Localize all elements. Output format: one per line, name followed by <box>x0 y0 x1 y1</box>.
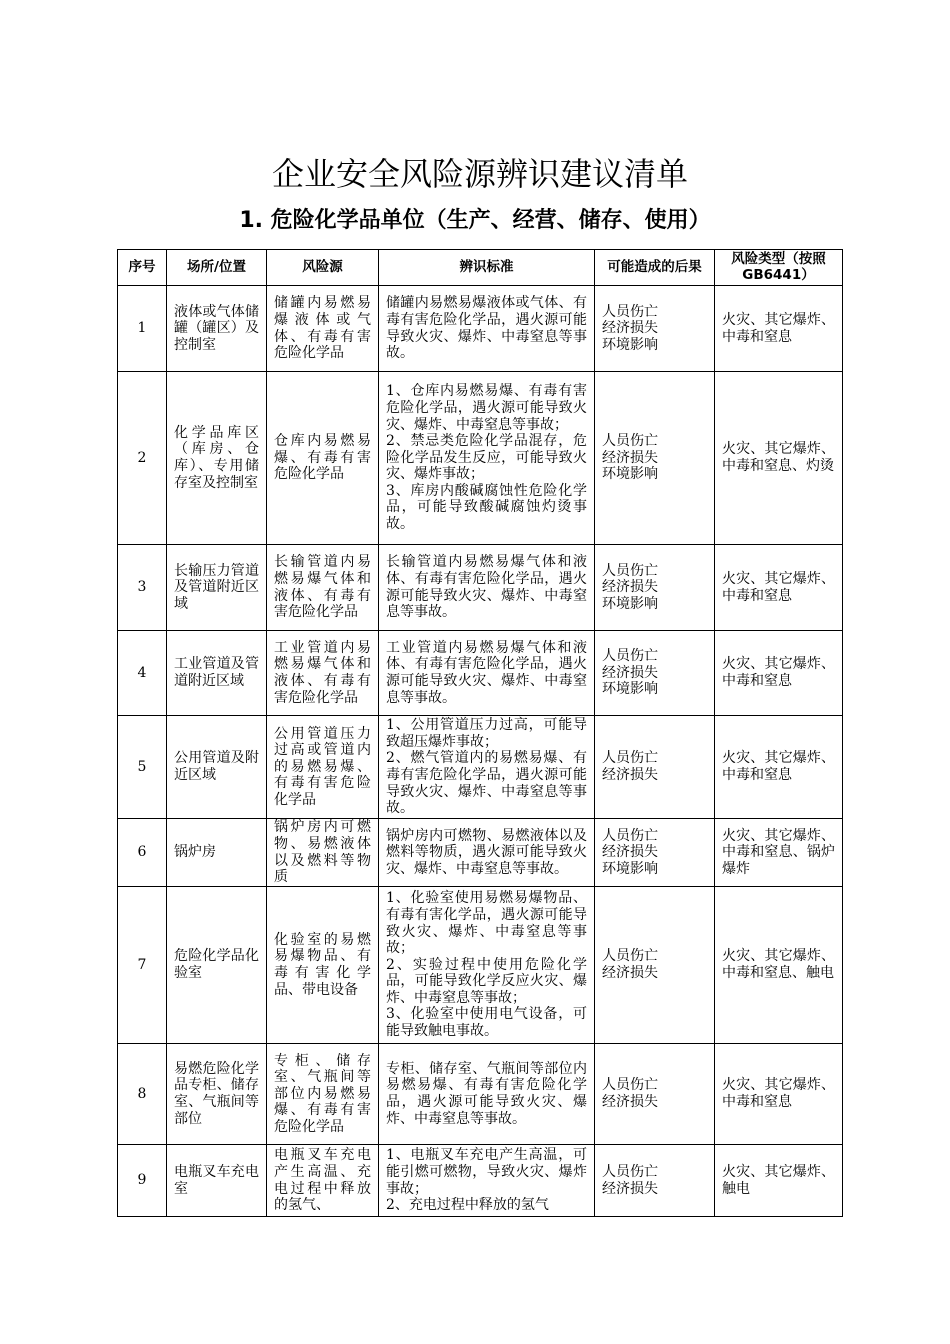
cell-place: 工业管道及管道附近区域 <box>167 631 267 716</box>
cell-no: 2 <box>118 372 167 545</box>
table-row <box>118 372 843 545</box>
table-row <box>118 716 843 819</box>
cell-consequence: 人员伤亡 经济损失 <box>595 1044 715 1145</box>
table-row <box>118 819 843 887</box>
cell-place: 液体或气体储罐（罐区）及控制室 <box>167 286 267 372</box>
cell-no: 4 <box>118 631 167 716</box>
cell-consequence: 人员伤亡 经济损失 <box>595 887 715 1044</box>
table-body <box>118 286 843 1217</box>
cell-source: 锅炉房内可燃物、易燃液体以及燃料等物质 <box>267 819 379 887</box>
table-header-row <box>118 250 843 286</box>
cell-no: 1 <box>118 286 167 372</box>
table-row <box>118 1145 843 1217</box>
cell-type: 火灾、其它爆炸、中毒和窒息 <box>715 286 843 372</box>
cell-source: 化验室的易燃易爆物品、有毒有害化学品、带电设备 <box>267 887 379 1044</box>
cell-no: 9 <box>118 1145 167 1217</box>
table-row <box>118 887 843 1044</box>
cell-no: 6 <box>118 819 167 887</box>
cell-type: 火灾、其它爆炸、中毒和窒息、锅炉爆炸 <box>715 819 843 887</box>
cell-criteria: 1、化验室使用易燃易爆物品、有毒有害化学品，遇火源可能导致火灾、爆炸、中毒窒息等事故； 2、实验过程中使用危险化学品，可能导致化学反应火灾、爆炸、中毒窒息等事故； 3、化验室中使用电气设备，可能导致触电事故。 <box>379 887 595 1044</box>
header-source: 风险源 <box>267 250 379 286</box>
cell-no: 5 <box>118 716 167 819</box>
table-row <box>118 545 843 631</box>
header-no: 序号 <box>118 250 167 286</box>
cell-no: 8 <box>118 1044 167 1145</box>
cell-type: 火灾、其它爆炸、中毒和窒息 <box>715 545 843 631</box>
cell-place: 电瓶叉车充电室 <box>167 1145 267 1217</box>
cell-type: 火灾、其它爆炸、中毒和窒息 <box>715 716 843 819</box>
cell-consequence: 人员伤亡 经济损失 <box>595 716 715 819</box>
cell-no: 7 <box>118 887 167 1044</box>
cell-place: 公用管道及附近区域 <box>167 716 267 819</box>
cell-source: 专柜、储存室、气瓶间等部位内易燃易爆、有毒有害危险化学品 <box>267 1044 379 1145</box>
cell-consequence: 人员伤亡 经济损失 环境影响 <box>595 372 715 545</box>
cell-consequence: 人员伤亡 经济损失 环境影响 <box>595 545 715 631</box>
cell-place: 锅炉房 <box>167 819 267 887</box>
section-title: 1. 危险化学品单位（生产、经营、储存、使用） <box>239 208 711 233</box>
cell-type: 火灾、其它爆炸、中毒和窒息 <box>715 631 843 716</box>
cell-criteria: 长输管道内易燃易爆气体和液体、有毒有害危险化学品，遇火源可能导致火灾、爆炸、中毒窒息等事故。 <box>379 545 595 631</box>
cell-place: 危险化学品化验室 <box>167 887 267 1044</box>
cell-consequence: 人员伤亡 经济损失 环境影响 <box>595 286 715 372</box>
cell-consequence: 人员伤亡 经济损失 环境影响 <box>595 631 715 716</box>
cell-consequence: 人员伤亡 经济损失 环境影响 <box>595 819 715 887</box>
cell-place: 长输压力管道及管道附近区域 <box>167 545 267 631</box>
cell-source: 仓库内易燃易爆、有毒有害危险化学品 <box>267 372 379 545</box>
cell-source: 公用管道压力过高或管道内的易燃易爆、有毒有害危险化学品 <box>267 716 379 819</box>
cell-type: 火灾、其它爆炸、中毒和窒息、灼烫 <box>715 372 843 545</box>
cell-source: 电瓶叉车充电产生高温、充电过程中释放的氢气、 <box>267 1145 379 1217</box>
cell-place: 易燃危险化学品专柜、储存室、气瓶间等部位 <box>167 1044 267 1145</box>
cell-source: 储罐内易燃易爆液体或气体、有毒有害危险化学品 <box>267 286 379 372</box>
table-row <box>118 286 843 372</box>
header-place: 场所/位置 <box>167 250 267 286</box>
cell-place: 化学品库区（库房、仓库）、专用储存室及控制室 <box>167 372 267 545</box>
cell-consequence: 人员伤亡 经济损失 <box>595 1145 715 1217</box>
cell-type: 火灾、其它爆炸、中毒和窒息、触电 <box>715 887 843 1044</box>
document-title: 企业安全风险源辨识建议清单 <box>271 155 688 193</box>
cell-source: 长输管道内易燃易爆气体和液体、有毒有害危险化学品 <box>267 545 379 631</box>
header-type: 风险类型（按照GB6441） <box>715 250 843 286</box>
cell-criteria: 1、电瓶叉车充电产生高温，可能引燃可燃物，导致火灾、爆炸事故； 2、充电过程中释放的氢气 <box>379 1145 595 1217</box>
cell-criteria: 锅炉房内可燃物、易燃液体以及燃料等物质，遇火源可能导致火灾、爆炸、中毒窒息等事故。 <box>379 819 595 887</box>
cell-criteria: 1、仓库内易燃易爆、有毒有害危险化学品，遇火源可能导致火灾、爆炸、中毒窒息等事故； 2、禁忌类危险化学品混存，危险化学品发生反应，可能导致火灾、爆炸事故； 3、库房内酸碱腐蚀性危险化学品，可能导致酸碱腐蚀灼烫事故。 <box>379 372 595 545</box>
header-criteria: 辨识标准 <box>379 250 595 286</box>
cell-source: 工业管道内易燃易爆气体和液体、有毒有害危险化学品 <box>267 631 379 716</box>
risk-source-table <box>117 249 843 1217</box>
header-consequence: 可能造成的后果 <box>595 250 715 286</box>
table-row <box>118 631 843 716</box>
cell-type: 火灾、其它爆炸、中毒和窒息 <box>715 1044 843 1145</box>
cell-criteria: 专柜、储存室、气瓶间等部位内易燃易爆、有毒有害危险化学品，遇火源可能导致火灾、爆炸、中毒窒息等事故。 <box>379 1044 595 1145</box>
cell-criteria: 1、公用管道压力过高，可能导致超压爆炸事故； 2、燃气管道内的易燃易爆、有毒有害危险化学品，遇火源可能导致火灾、爆炸、中毒窒息等事故。 <box>379 716 595 819</box>
cell-criteria: 储罐内易燃易爆液体或气体、有毒有害危险化学品，遇火源可能导致火灾、爆炸、中毒窒息等事故。 <box>379 286 595 372</box>
cell-criteria: 工业管道内易燃易爆气体和液体、有毒有害危险化学品，遇火源可能导致火灾、爆炸、中毒窒息等事故。 <box>379 631 595 716</box>
table-row <box>118 1044 843 1145</box>
cell-type: 火灾、其它爆炸、触电 <box>715 1145 843 1217</box>
cell-no: 3 <box>118 545 167 631</box>
